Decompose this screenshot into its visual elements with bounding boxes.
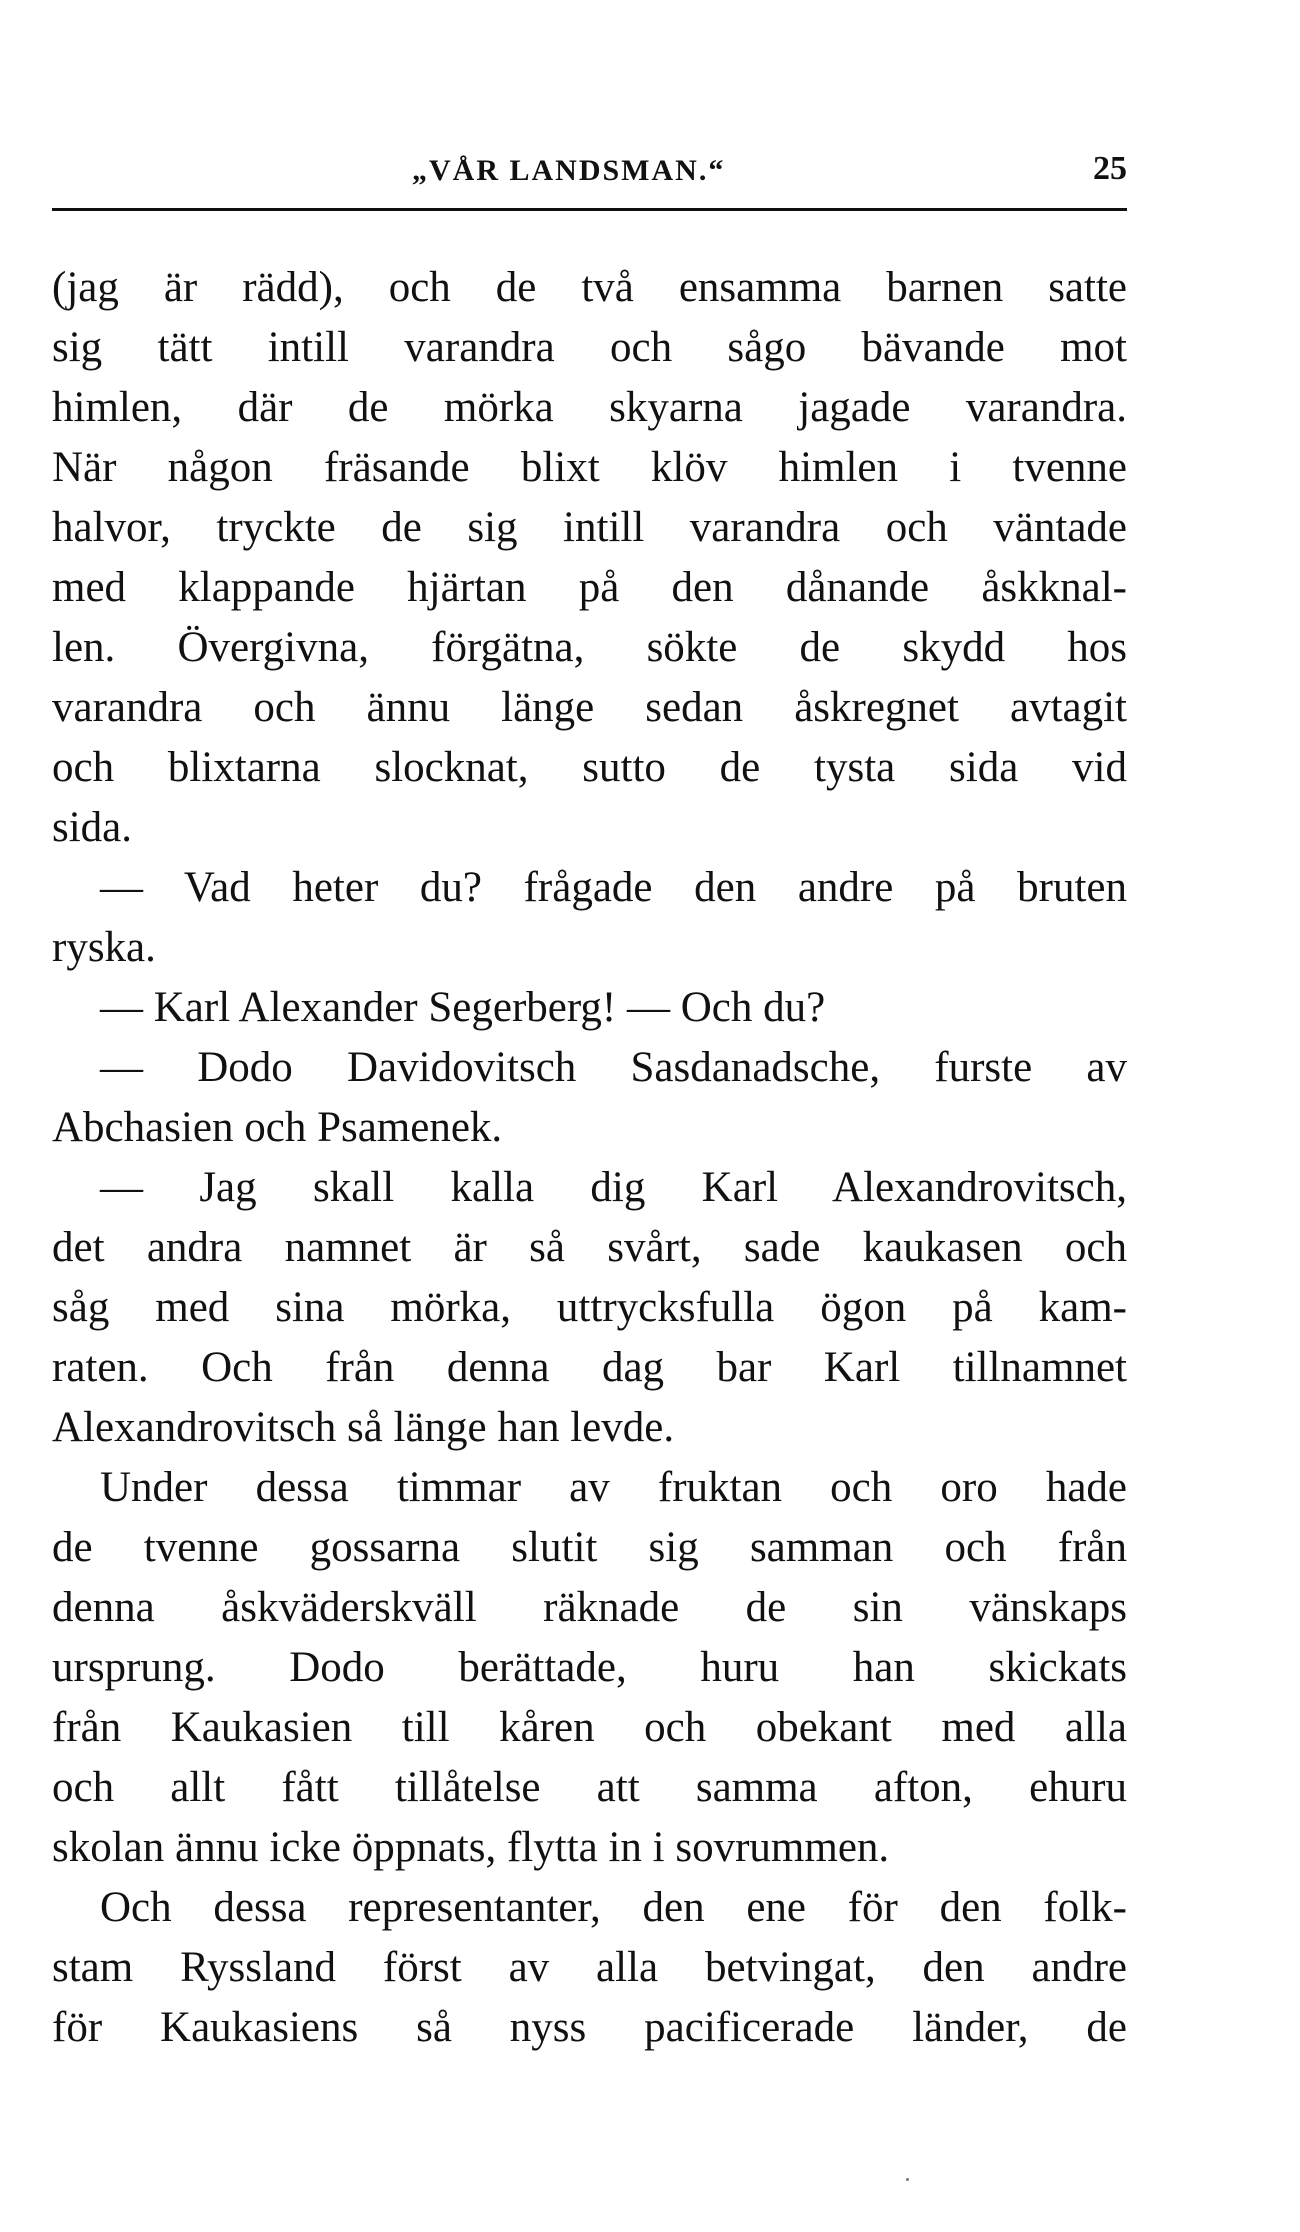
text-line: Alexandrovitsch så länge han levde. <box>52 1404 675 1451</box>
text-line: — Karl Alexander Segerberg! — Och du? <box>100 984 826 1031</box>
text-line: (jag är rädd), och de två ensamma barnen satte <box>52 264 1127 311</box>
text-line: Och dessa representanter, den ene för den folk- <box>100 1884 1127 1931</box>
text-line: stam Ryssland först av alla betvingat, den andre <box>52 1944 1127 1991</box>
text-line: — Jag skall kalla dig Karl Alexandrovitsch, <box>100 1164 1127 1211</box>
text-line: Under dessa timmar av fruktan och oro hade <box>100 1464 1127 1511</box>
text-line: de tvenne gossarna slutit sig samman och från <box>52 1524 1127 1571</box>
running-title: „VÅR LANDSMAN.“ <box>412 154 726 187</box>
text-line: för Kaukasiens så nyss pacificerade länder, de <box>52 2004 1127 2051</box>
text-line: ryska. <box>52 924 156 971</box>
text-line: med klappande hjärtan på den dånande åskknal- <box>52 564 1127 611</box>
text-line: Abchasien och Psamenek. <box>52 1104 503 1151</box>
text-line: skolan ännu icke öppnats, flytta in i sovrummen. <box>52 1824 890 1871</box>
text-line: varandra och ännu länge sedan åskregnet avtagit <box>52 684 1127 731</box>
text-line: och allt fått tillåtelse att samma afton, ehuru <box>52 1764 1127 1811</box>
text-line: När någon fräsande blixt klöv himlen i tvenne <box>52 444 1127 491</box>
text-line: himlen, där de mörka skyarna jagade varandra. <box>52 384 1127 431</box>
text-line: såg med sina mörka, uttrycksfulla ögon på kam- <box>52 1284 1127 1331</box>
text-line: sida. <box>52 804 133 851</box>
text-line: ursprung. Dodo berättade, huru han skickats <box>52 1644 1127 1691</box>
text-line: — Dodo Davidovitsch Sasdanadsche, furste av <box>100 1044 1127 1091</box>
text-line: denna åskväderskväll räknade de sin vänskaps <box>52 1584 1127 1631</box>
text-line: sig tätt intill varandra och sågo bävande mot <box>52 324 1127 371</box>
text-line: det andra namnet är så svårt, sade kaukasen och <box>52 1224 1127 1271</box>
text-line: från Kaukasien till kåren och obekant med alla <box>52 1704 1127 1751</box>
page-number: 25 <box>1093 150 1127 187</box>
text-line: raten. Och från denna dag bar Karl tillnamnet <box>52 1344 1127 1391</box>
paper-speck <box>906 2178 909 2181</box>
book-page <box>52 0 1127 2232</box>
text-line: — Vad heter du? frågade den andre på bruten <box>100 864 1127 911</box>
text-line: och blixtarna slocknat, sutto de tysta sida vid <box>52 744 1127 791</box>
text-line: len. Övergivna, förgätna, sökte de skydd hos <box>52 624 1127 671</box>
running-header <box>52 148 1127 211</box>
body-text <box>52 258 1127 2058</box>
text-line: halvor, tryckte de sig intill varandra och väntade <box>52 504 1127 551</box>
